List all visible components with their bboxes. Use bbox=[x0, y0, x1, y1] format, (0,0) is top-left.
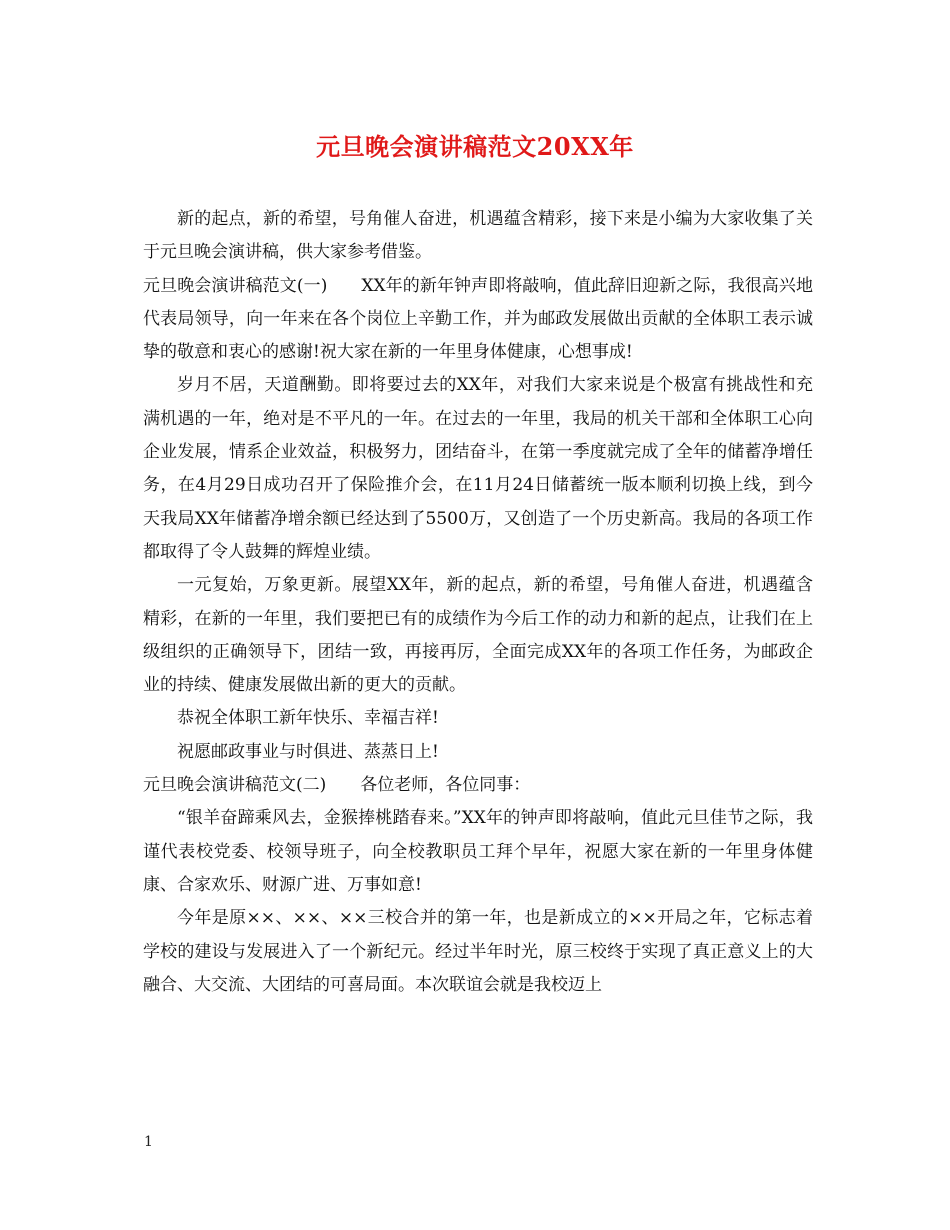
section1-paragraph-4: 恭祝全体职工新年快乐、幸福吉祥! bbox=[177, 708, 439, 729]
section2-heading: 元旦晚会演讲稿范文(二) bbox=[143, 775, 327, 796]
section2-opening-text: 各位老师，各位同事： bbox=[360, 775, 531, 796]
section1-opening-text: XX年的新年钟声即将敲响，值此辞旧迎新之际，我很高兴地代表局领导，向一年来在各个岗位上辛勤工作，并为邮政发展做出贡献的全体职工表示诚挚的敬意和衷心的感谢!祝大家在新的一年里身体健康，心想事成! bbox=[143, 275, 813, 363]
intro-paragraph: 新的起点，新的希望，号角催人奋进，机遇蕴含精彩，接下来是小编为大家收集了关于元旦晚会演讲稿，供大家参考借鉴。 bbox=[143, 209, 813, 263]
document-title: 元旦晚会演讲稿范文20XX年 bbox=[316, 132, 634, 161]
page-number: 1 bbox=[144, 1134, 153, 1150]
section1-paragraph-5: 祝愿邮政事业与时俱进、蒸蒸日上! bbox=[177, 741, 439, 762]
section2-paragraph-3: 今年是原××、××、××三校合并的第一年，也是新成立的××开局之年，它标志着学校的建设与发展进入了一个新纪元。经过半年时光，原三校终于实现了真正意义上的大融合、大交流、大团结的可喜局面。本次联谊会就是我校迈上 bbox=[143, 908, 813, 995]
section1-first-paragraph bbox=[143, 270, 813, 370]
section1-heading: 元旦晚会演讲稿范文(一) bbox=[143, 275, 328, 296]
section2-paragraph-2: “银羊奋蹄乘风去，金猴捧桃踏春来。”XX年的钟声即将敲响，值此元旦佳节之际，我谨代表校党委、校领导班子，向全校教职员工拜个早年，祝愿大家在新的一年里身体健康、合家欢乐、财源广进、万事如意! bbox=[143, 808, 813, 895]
section2-first-paragraph bbox=[143, 769, 813, 802]
section1-paragraph-3: 一元复始，万象更新。展望XX年，新的起点，新的希望，号角催人奋进，机遇蕴含精彩，在新的一年里，我们要把已有的成绩作为今后工作的动力和新的起点，让我们在上级组织的正确领导下，团结一致，再接再厉，全面完成XX年的各项工作任务，为邮政企业的持续、健康发展做出新的更大的贡献。 bbox=[143, 575, 813, 696]
document-body bbox=[143, 203, 813, 1002]
section1-paragraph-2: 岁月不居，天道酬勤。即将要过去的XX年，对我们大家来说是个极富有挑战性和充满机遇的一年，绝对是不平凡的一年。在过去的一年里，我局的机关干部和全体职工心向企业发展，情系企业效益，积极努力，团结奋斗，在第一季度就完成了全年的储蓄净增任务，在4月29日成功召开了保险推介会，在11月24日储蓄统一版本顺利切换上线，到今天我局XX年储蓄净增余额已经达到了5500万，又创造了一个历史新高。我局的各项工作都取得了令人鼓舞的辉煌业绩。 bbox=[143, 375, 813, 562]
